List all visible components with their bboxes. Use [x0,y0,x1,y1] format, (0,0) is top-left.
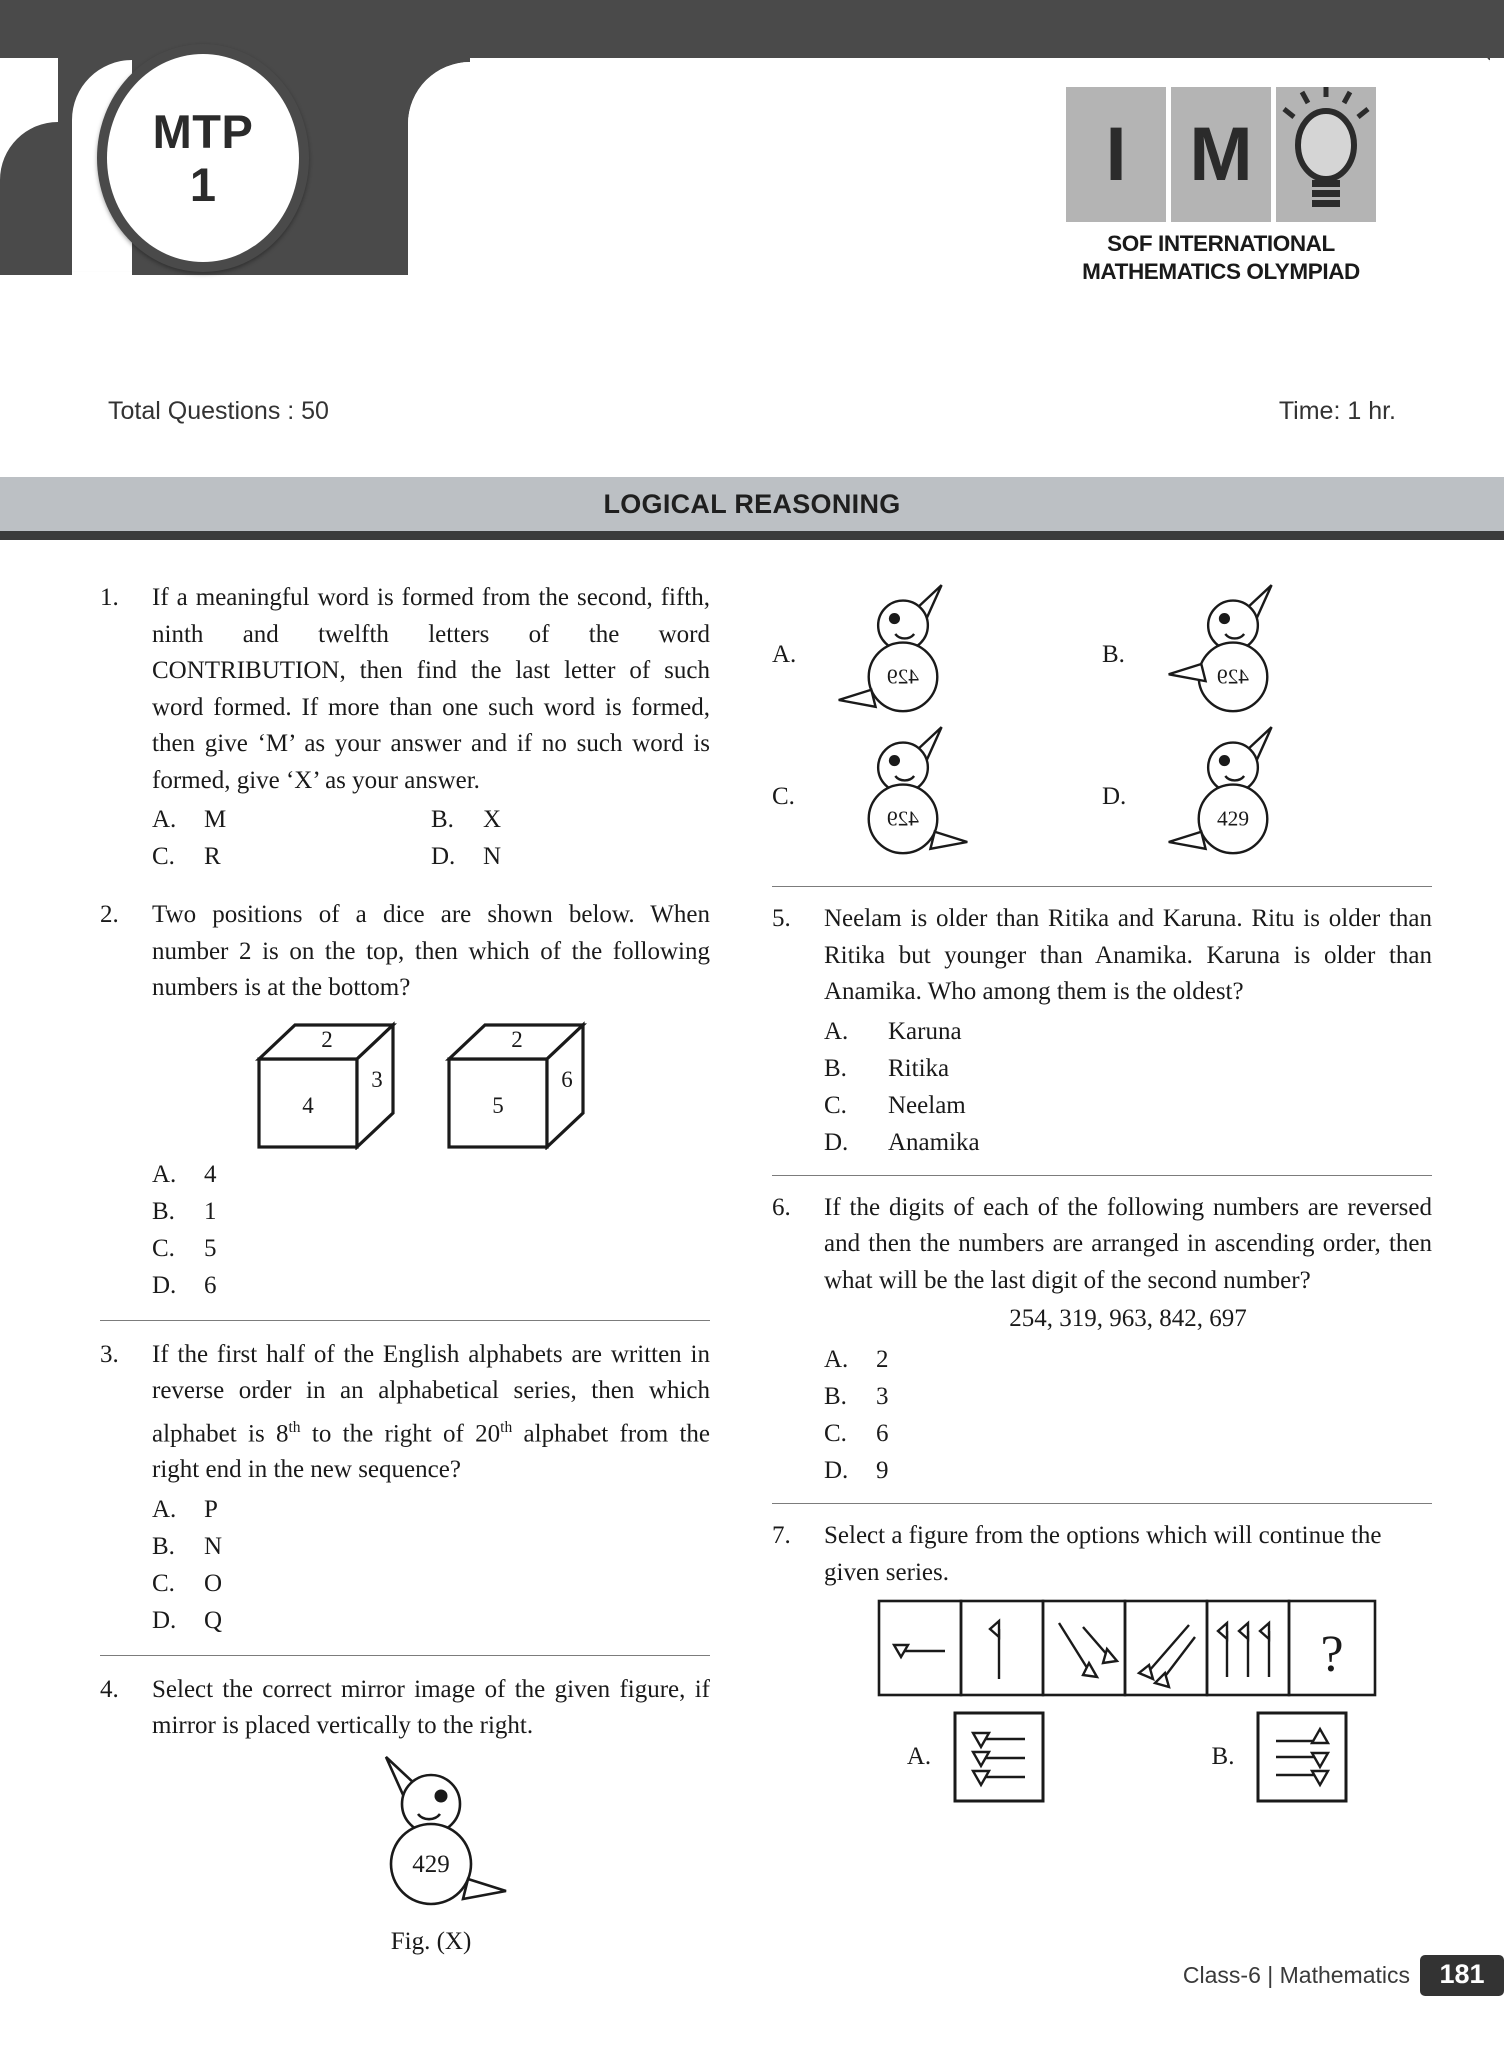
question-3-option-d[interactable] [152,1602,222,1639]
question-1-number: 1. [100,584,119,611]
footer-page-number: 181 [1420,1955,1504,1996]
dice-1-top-value: 2 [321,1026,333,1052]
option-label: D. [1102,783,1127,810]
question-4-option-c[interactable] [772,722,1102,872]
option-value: Neelam [888,1091,966,1119]
option-value: R [204,843,221,870]
bird-figure-option-b [1158,580,1308,730]
page-header [0,0,1504,285]
bird-number: 429 [886,806,920,831]
bird-figure-option-d [1158,722,1308,872]
mtp-badge [97,44,309,272]
dice-2-side-value: 6 [561,1066,573,1092]
question-2 [100,897,710,1304]
imo-subtitle-line1: SOF INTERNATIONAL [1107,231,1335,256]
question-4-text: Select the correct mirror image of the given figure, if mirror is placed vertically to the right. [152,1675,710,1740]
bird-tail [930,832,967,849]
option-label: A. [152,1495,177,1523]
bird-eye [889,613,900,624]
option-label: C. [152,1569,175,1597]
option-label: C. [824,1091,847,1119]
question-6-options [824,1341,1432,1489]
figure-series-strip [877,1599,1379,1697]
option-label: A. [152,1160,177,1188]
bird-number: 429 [886,664,920,689]
question-3 [100,1337,710,1639]
bird-eye [435,1789,448,1802]
question-7-text: Select a figure from the options which will continue the given series. [824,1522,1382,1586]
section-title: LOGICAL REASONING [603,488,901,519]
option-value: O [204,1569,223,1597]
option-label: D. [824,1457,849,1484]
question-5-options [824,1013,1432,1161]
question-1 [100,580,710,875]
question-4-number: 4. [100,1675,119,1703]
option-label: B. [824,1383,847,1410]
question-7-options [824,1711,1432,1803]
question-6-text: If the digits of each of the following numbers are reversed and then the numbers are arranged in ascending order, then what will be the last digit of the second number? [824,1193,1432,1294]
dice-2-front-value: 5 [492,1092,504,1118]
bird-number: 429 [1216,664,1250,689]
total-questions-label: Total Questions : 50 [108,396,329,425]
series-cell-3 [1059,1623,1117,1677]
imo-subtitle [1066,230,1376,286]
series-cell-1 [894,1645,945,1657]
option-label: B. [152,1197,175,1225]
question-6-number-series: 254, 319, 963, 842, 697 [1009,1305,1247,1332]
question-6-number: 6. [772,1193,791,1221]
option-label: C. [824,1420,847,1447]
option-value: N [483,843,502,870]
question-4 [100,1672,710,1956]
option-value: 3 [876,1383,889,1410]
question-4-option-a[interactable] [772,580,1102,730]
imo-logo [1066,87,1376,286]
left-column [0,580,740,1960]
option-label: A. [824,1017,849,1045]
divider-after-q6 [772,1503,1432,1504]
imo-tile-i [1066,87,1166,222]
question-3-sup1: th [288,1418,301,1436]
time-label: Time: 1 hr. [1278,396,1396,425]
section-underline [0,531,1504,540]
dice-1-front-value: 4 [302,1092,314,1118]
question-7-option-b[interactable] [1128,1711,1432,1803]
question-5 [772,901,1432,1161]
question-1-option-a[interactable] [152,801,431,838]
question-1-text: If a meaningful word is formed from the second, fifth, ninth and twelfth letters of the word CONTRIBUTION, then find the last letter of such word formed. If more than one such word is formed, then give ‘M’ as your answer and if no such word is formed, give ‘X’ as your answer. [152,584,710,794]
question-2-number: 2. [100,901,119,928]
series-cell-2 [990,1621,999,1679]
option-value: 2 [876,1346,889,1373]
mtp-badge-inner [107,54,299,262]
series-cell-5 [1218,1623,1269,1677]
option-label: B. [1102,641,1125,668]
option-label: A. [824,1346,849,1373]
bird-eye [1219,613,1230,624]
option-value: 6 [204,1271,217,1299]
question-2-dice-figure [152,1015,710,1150]
question-4-option-b[interactable] [1102,580,1432,730]
bird-tail [463,1879,506,1899]
question-3-text-part3: alphabet from the right end in the new sequence? [152,1419,710,1484]
question-5-option-b[interactable] [824,1050,949,1087]
option-label: B. [824,1054,847,1082]
series-cell-6-question-mark: ? [1320,1626,1344,1683]
footer-label: Class-6 | Mathematics [1182,1962,1410,1988]
question-7-number: 7. [772,1522,791,1549]
bird-tail [839,690,876,707]
question-6-option-d[interactable] [824,1452,889,1489]
option-value: 9 [876,1457,889,1484]
divider-after-q5 [772,1175,1432,1176]
question-columns [0,580,1504,1960]
lightbulb-icon [1278,87,1374,222]
section-header [0,477,1504,531]
option-label: B. [152,1532,175,1560]
question-4-figure [152,1751,710,1926]
option-label: D. [824,1128,849,1156]
divider-after-q3 [100,1655,710,1656]
question-6-option-c[interactable] [824,1415,889,1452]
imo-letter-m: M [1189,111,1253,197]
dice-pair-diagram [241,1015,621,1150]
option-value: Anamika [888,1128,980,1156]
page-footer [1183,1955,1504,1996]
question-1-option-b[interactable] [431,801,710,838]
question-3-option-b[interactable] [152,1528,222,1565]
question-5-text: Neelam is older than Ritika and Karuna. Ritu is older than Ritika but younger than Anamika. Karuna is older than Anamika. Who among them is the oldest? [824,905,1432,1005]
option-value: 6 [876,1420,889,1447]
option-label: D. [152,1606,177,1634]
question-3-text-part2: to the right of 20 [300,1419,501,1447]
question-7-option-a[interactable] [824,1711,1128,1803]
question-3-option-c[interactable] [152,1565,222,1602]
bird-eye [1219,755,1230,766]
question-3-text [152,1337,710,1489]
option-value: Q [204,1606,223,1634]
dice-1-side-value: 3 [371,1066,383,1092]
question-6 [772,1190,1432,1490]
question-1-option-c[interactable] [152,838,431,875]
bird-figure-option-c [828,722,978,872]
option-label: B. [1211,1743,1235,1770]
question-6-option-b[interactable] [824,1378,889,1415]
mtp-label: MTP [152,105,254,158]
option-label: A. [152,806,177,833]
question-1-options [152,801,710,875]
option-label: C. [772,783,795,810]
divider-after-q2 [100,1320,710,1321]
option-label: D. [152,1271,177,1299]
bird-figure-option-a [828,580,978,730]
bird-figure-x [346,1751,516,1926]
question-7 [772,1518,1432,1803]
option-value: M [204,806,227,833]
question-3-text-part1: If the first half of the English alphabets are written in reverse order in an alphabetical series, then which alphabet is 8 [152,1340,710,1447]
exam-meta-row [0,390,1504,432]
mtp-number: 1 [189,158,217,211]
question-5-option-a[interactable] [824,1013,962,1050]
option-value: Ritika [888,1054,950,1082]
question-3-number: 3. [100,1340,119,1368]
question-2-option-c[interactable] [152,1230,217,1267]
option-label: D. [431,843,456,870]
imo-tile-o-bulb [1276,87,1376,222]
question-3-sup2: th [500,1418,513,1436]
imo-logo-tiles [1066,87,1376,222]
question-5-option-d[interactable] [824,1124,980,1161]
option-value: N [204,1532,223,1560]
question-2-option-b[interactable] [152,1193,217,1230]
right-column [740,580,1504,1960]
question-5-option-c[interactable] [824,1087,966,1124]
option-value: 5 [204,1234,217,1262]
bird-number: 429 [1216,806,1250,831]
dice-2-top-value: 2 [511,1026,523,1052]
question-4-options [772,580,1432,872]
imo-letter-i: I [1105,111,1127,197]
question-2-text: Two positions of a dice are shown below. When number 2 is on the top, then which of the following numbers is at the bottom? [152,901,710,1001]
option-label: A. [772,641,797,668]
imo-tile-m [1171,87,1271,222]
option-a-figure [953,1711,1045,1803]
question-3-options [152,1491,710,1639]
question-1-option-d[interactable] [431,838,710,875]
question-4-figure-caption: Fig. (X) [390,1927,472,1955]
option-value: P [204,1495,218,1523]
question-6-option-a[interactable] [824,1341,889,1378]
option-label: B. [431,806,454,833]
option-label: C. [152,1234,175,1262]
option-label: A. [906,1743,932,1770]
divider-after-q4-options [772,886,1432,887]
option-value: X [483,806,502,833]
question-2-options [152,1156,710,1304]
bird-tail [1169,664,1206,681]
question-2-option-a[interactable] [152,1156,217,1193]
question-7-series-figure [824,1599,1432,1697]
question-2-option-d[interactable] [152,1267,217,1304]
series-cell-4 [1139,1625,1195,1687]
question-5-number: 5. [772,905,791,932]
bird-eye [889,755,900,766]
option-b-figure [1256,1711,1348,1803]
question-3-option-a[interactable] [152,1491,218,1528]
imo-subtitle-line2: MATHEMATICS OLYMPIAD [1082,259,1360,285]
option-value: Karuna [888,1017,962,1045]
option-label: C. [152,843,175,870]
option-value: 1 [204,1197,217,1225]
bird-tail [1169,832,1206,849]
question-4-option-d[interactable] [1102,722,1432,872]
option-value: 4 [204,1160,217,1188]
bird-number: 429 [412,1850,450,1878]
